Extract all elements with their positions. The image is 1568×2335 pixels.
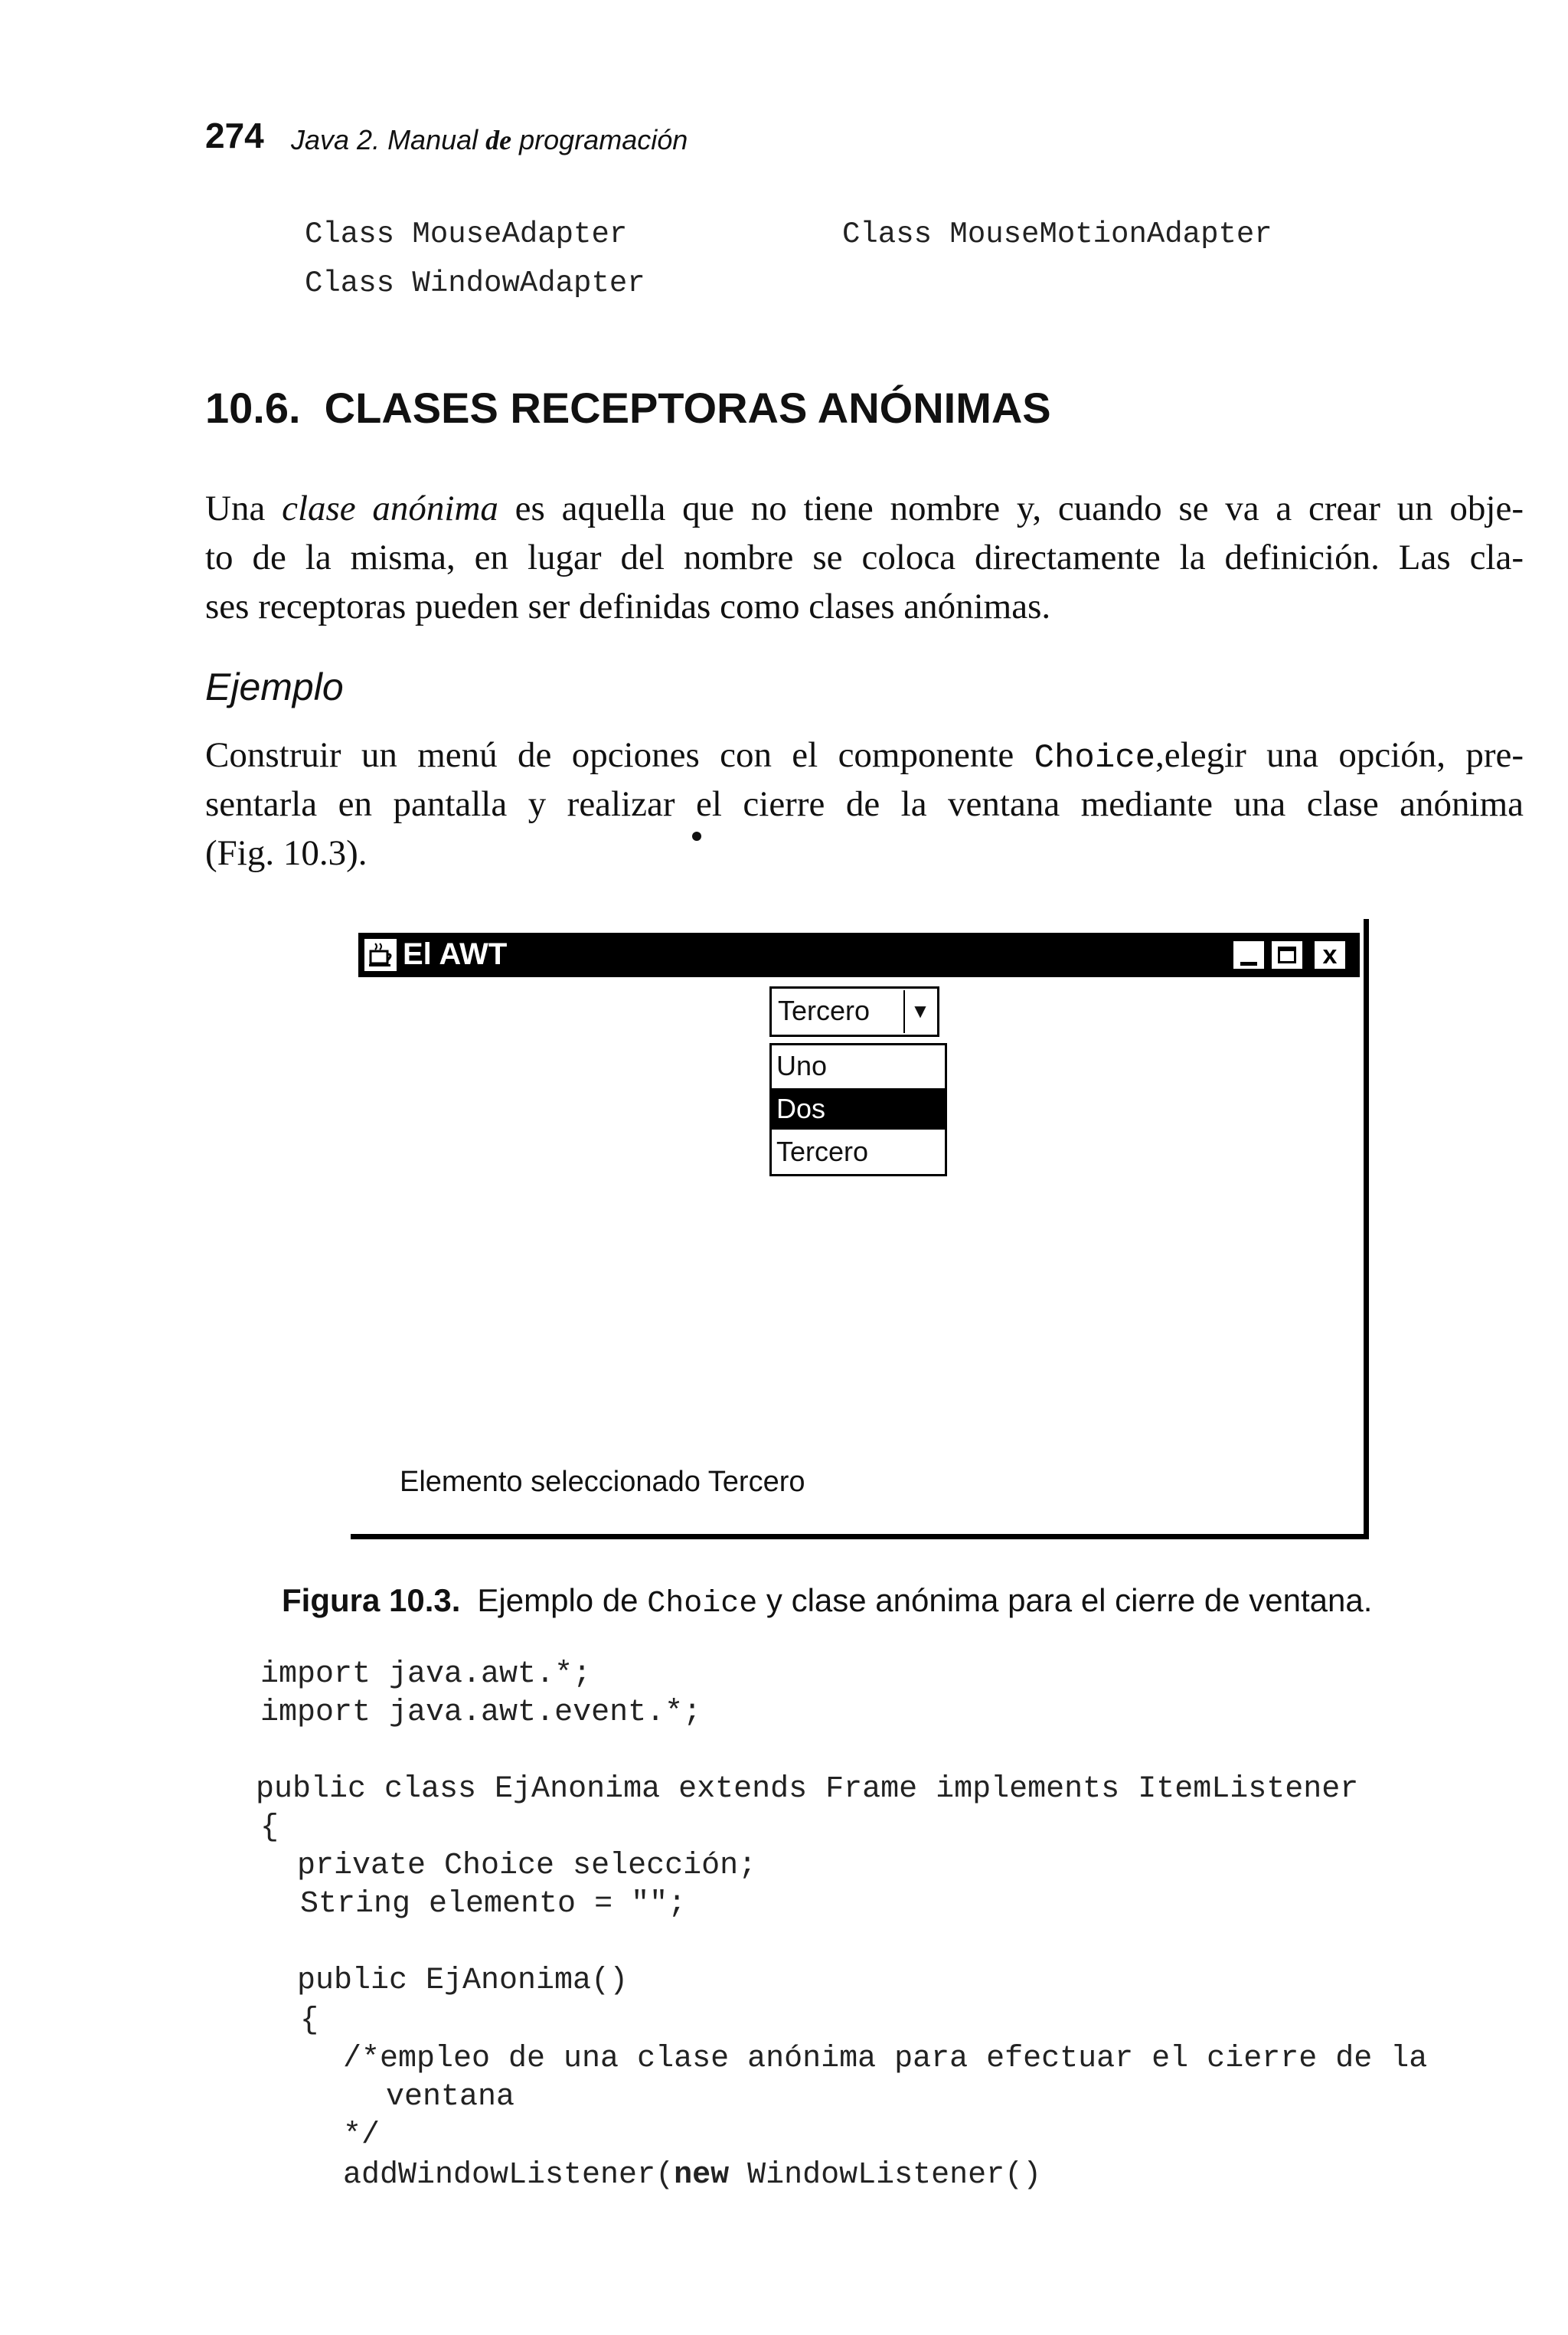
page-number: 274 <box>205 116 264 155</box>
intro-text-a: Una <box>205 489 283 528</box>
close-button[interactable] <box>1312 939 1348 971</box>
running-header-title <box>291 124 688 156</box>
close-icon: x <box>1322 940 1338 970</box>
example-line-3: (Fig. 10.3). <box>205 833 368 873</box>
caption-text-a: Ejemplo de <box>477 1582 648 1618</box>
choice-selected-value: Tercero <box>778 995 871 1026</box>
awt-window <box>351 919 1369 1539</box>
code-line-4: { <box>260 1810 279 1845</box>
code-line-1: import java.awt.*; <box>260 1657 592 1692</box>
intro-text-b: es aquella que no tiene nombre y, cuando se va a crear un obje- <box>498 489 1524 528</box>
choice-dropdown[interactable] <box>769 986 939 1037</box>
awt-titlebar[interactable] <box>358 933 1360 977</box>
code-line-11: */ <box>343 2118 381 2153</box>
code-line-12-b: WindowListener() <box>729 2158 1042 2193</box>
caption-label: Figura 10.3. <box>282 1582 461 1618</box>
code-line-12-a: addWindowListener( <box>343 2158 675 2193</box>
header-title-de: de <box>485 125 512 155</box>
choice-option-dos[interactable]: Dos <box>772 1088 945 1130</box>
selected-element-label: Elemento seleccionado Tercero <box>400 1466 805 1498</box>
header-title-post: programación <box>511 124 688 155</box>
code-line-3: public class EjAnonima extends Frame implements ItemListener <box>256 1772 1359 1807</box>
intro-paragraph <box>205 484 1524 631</box>
intro-italic-term: clase anónima <box>282 489 498 528</box>
code-line-10: ventana <box>386 2080 515 2114</box>
code-line-7: public EjAnonima() <box>297 1964 629 1998</box>
java-cup-icon[interactable] <box>364 939 397 971</box>
header-title-pre: Java 2. Manual <box>291 124 486 155</box>
stray-dot <box>692 832 701 841</box>
code-line-2: import java.awt.event.*; <box>260 1696 702 1730</box>
choice-option-tercero[interactable]: Tercero <box>776 1136 869 1167</box>
example-paragraph <box>205 731 1524 878</box>
code-line-9: /*empleo de una clase anónima para efectuar el cierre de la <box>343 2042 1428 2076</box>
example-text-a: Construir un menú de opciones con el componente <box>205 735 1034 775</box>
intro-line-3: ses receptoras pueden ser definidas como clases anónimas. <box>205 587 1051 626</box>
intro-line-2: to de la misma, en lugar del nombre se coloca directamente la definición. Las cla- <box>205 538 1524 577</box>
code-keyword-new: new <box>674 2158 730 2193</box>
maximize-icon <box>1278 947 1296 963</box>
adapter-mouse: Class MouseAdapter <box>305 217 628 251</box>
adapter-mouse-motion: Class MouseMotionAdapter <box>842 217 1272 251</box>
choice-option-uno[interactable]: Uno <box>776 1050 828 1081</box>
minimize-button[interactable] <box>1231 939 1266 971</box>
example-code-choice: Choice <box>1034 739 1156 777</box>
example-line-2: sentarla en pantalla y realizar el cierre de la ventana mediante una clase anónima <box>205 784 1524 824</box>
adapter-window: Class WindowAdapter <box>305 267 645 300</box>
caption-text-b: y clase anónima para el cierre de ventana. <box>757 1582 1373 1618</box>
section-heading: 10.6. CLASES RECEPTORAS ANÓNIMAS <box>205 384 1051 432</box>
choice-options-list <box>769 1043 947 1176</box>
awt-window-title: El AWT <box>403 937 508 971</box>
code-line-5: private Choice selección; <box>297 1849 757 1883</box>
caption-code: Choice <box>647 1587 758 1621</box>
figure-caption <box>282 1582 1372 1621</box>
code-line-6: String elemento = ""; <box>300 1887 687 1921</box>
code-line-8: { <box>300 2003 319 2038</box>
code-line-12 <box>343 2158 1041 2193</box>
intro-line-1 <box>205 484 1524 533</box>
minimize-icon <box>1240 962 1257 966</box>
maximize-button[interactable] <box>1269 939 1305 971</box>
example-text-b: ,elegir una opción, pre- <box>1155 735 1524 775</box>
example-line-1 <box>205 731 1524 780</box>
example-heading: Ejemplo <box>205 666 344 708</box>
chevron-down-icon[interactable]: ▼ <box>903 990 936 1033</box>
